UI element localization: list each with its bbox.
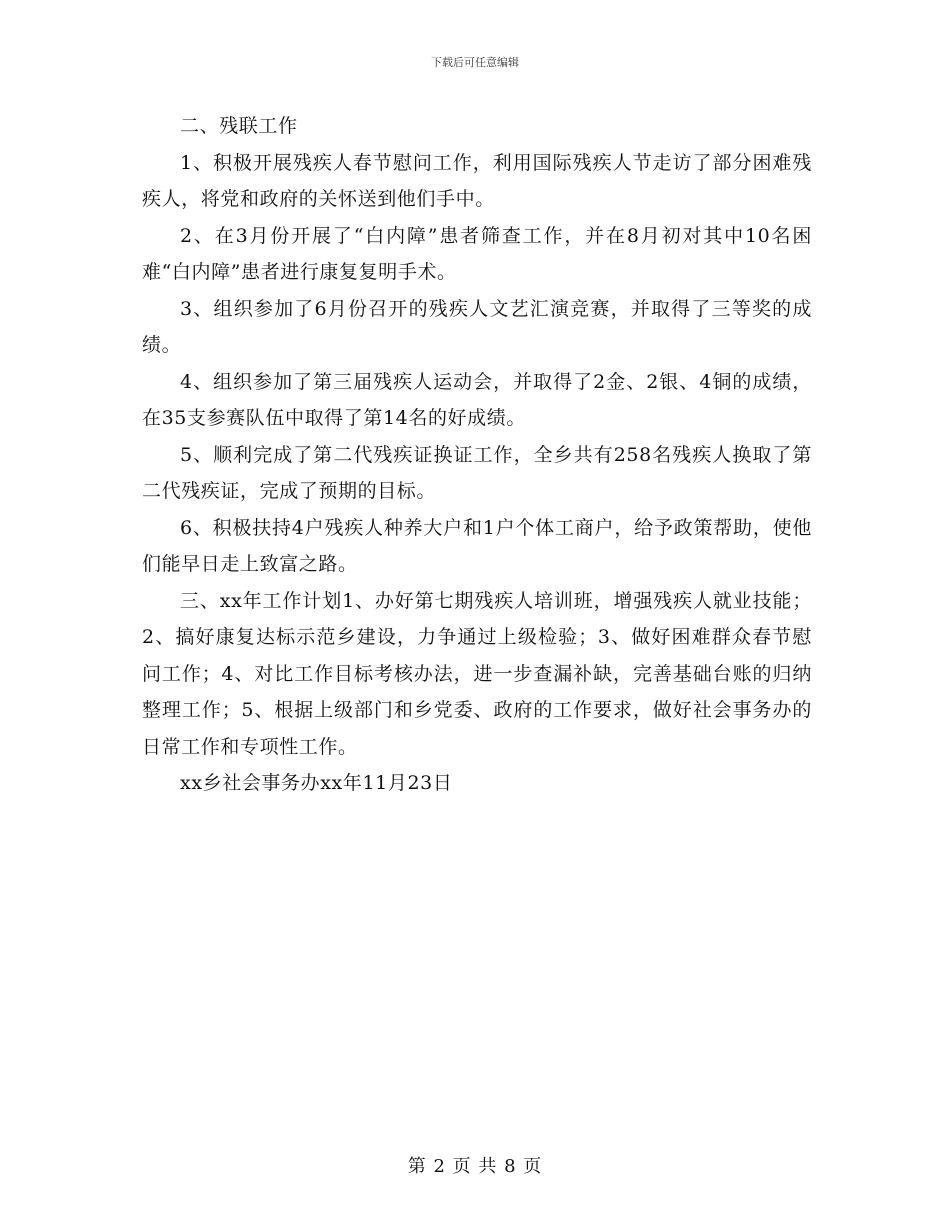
paragraph-item-1: 1、积极开展残疾人春节慰问工作，利用国际残疾人节走访了部分困难残疾人，将党和政府的关怀送到他们手中。 [142,151,812,210]
signature-line: xx乡社会事务办xx年11月23日 [180,772,453,794]
paragraph-item-6: 6、积极扶持4户残疾人种养大户和1户个体工商户，给予政策帮助，使他们能早日走上致富之路。 [142,516,812,575]
section-heading-disabled-federation: 二、残联工作 [180,115,298,137]
paragraph-item-3: 3、组织参加了6月份召开的残疾人文艺汇演竞赛，并取得了三等奖的成绩。 [142,297,812,356]
paragraph-item-2: 2、在3月份开展了“白内障”患者筛查工作，并在8月初对其中10名困难“白内障”患者进行康复复明手术。 [142,224,812,283]
document-body [142,108,812,802]
paragraph-work-plan: 三、xx年工作计划1、办好第七期残疾人培训班，增强残疾人就业技能；2、搞好康复达标示范乡建设，力争通过上级检验；3、做好困难群众春节慰问工作；4、对比工作目标考核办法，进一步查漏补缺，完善基础台账的归纳整理工作；5、根据上级部门和乡党委、政府的工作要求，做好社会事务办的日常工作和专项性工作。 [142,589,812,758]
header-note: 下载后可任意编辑 [431,56,519,69]
page-number-footer: 第 2 页 共 8 页 [407,1156,543,1177]
paragraph-item-4: 4、组织参加了第三届残疾人运动会，并取得了2金、2银、4铜的成绩，在35支参赛队伍中取得了第14名的好成绩。 [142,370,812,429]
paragraph-item-5: 5、顺利完成了第二代残疾证换证工作，全乡共有258名残疾人换取了第二代残疾证，完成了预期的目标。 [142,443,812,502]
